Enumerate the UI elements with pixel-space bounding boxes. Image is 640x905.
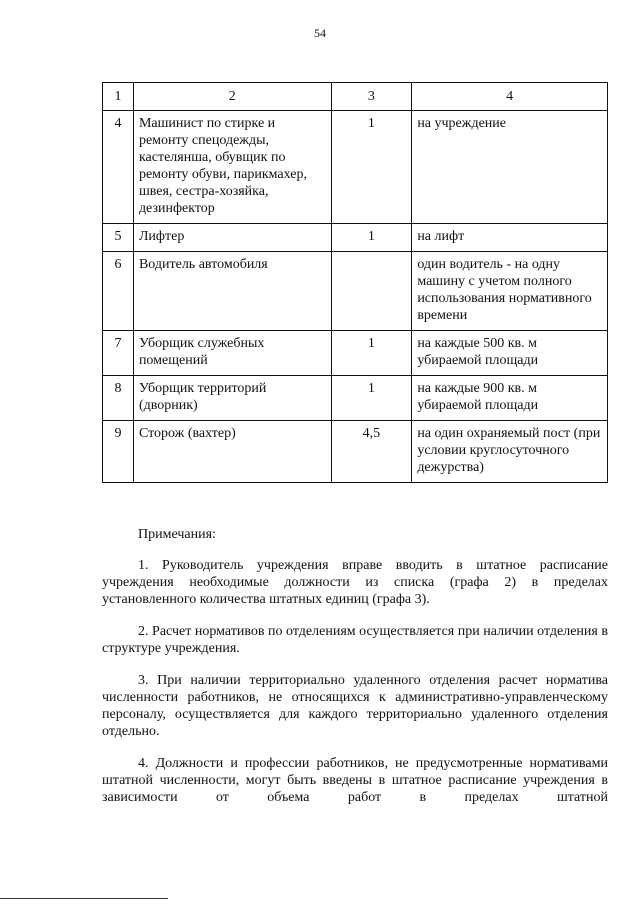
page-number: 54 <box>314 26 326 40</box>
units-cell: 1 <box>331 111 412 224</box>
notes-title: Примечания: <box>138 527 216 542</box>
notes-section <box>102 526 608 821</box>
row-number: 6 <box>103 252 134 331</box>
row-number: 8 <box>103 376 134 421</box>
position-cell: Сторож (вахтер) <box>133 421 331 483</box>
row-number: 7 <box>103 331 134 376</box>
header-cell-2: 2 <box>133 83 331 111</box>
footer-divider <box>0 898 168 899</box>
table-row <box>103 331 608 376</box>
note-paragraph: 1. Руководитель учреждения вправе вводить в штатное расписание учреждения необходимые должности из списка (графа 2) в пределах установленного количества штатных единиц (графа 3). <box>102 558 608 607</box>
table-row <box>103 224 608 252</box>
basis-cell: на лифт <box>412 224 608 252</box>
table-row <box>103 252 608 331</box>
position-cell: Машинист по стирке и ремонту спецодежды, кастелянша, обувщик по ремонту обуви, парикмахер, швея, сестра-хозяйка, дезинфектор <box>133 111 331 224</box>
row-number: 9 <box>103 421 134 483</box>
units-cell: 1 <box>331 376 412 421</box>
table-row <box>103 111 608 224</box>
units-cell: 1 <box>331 224 412 252</box>
basis-cell: на каждые 900 кв. м убираемой площади <box>412 376 608 421</box>
row-number: 5 <box>103 224 134 252</box>
staffing-table <box>102 82 608 483</box>
units-cell: 4,5 <box>331 421 412 483</box>
table-row <box>103 421 608 483</box>
basis-cell: один водитель - на одну машину с учетом полного использования нормативного времени <box>412 252 608 331</box>
position-cell: Водитель автомобиля <box>133 252 331 331</box>
basis-cell: на один охраняемый пост (при условии круглосуточного дежурства) <box>412 421 608 483</box>
header-cell-3: 3 <box>331 83 412 111</box>
row-number: 4 <box>103 111 134 224</box>
note-paragraph: 4. Должности и профессии работников, не предусмотренные нормативами штатной численности, могут быть введены в штатное расписание учреждения в зависимости от объема работ в пределах штатной <box>102 756 608 805</box>
table-header-row <box>103 83 608 111</box>
units-cell <box>331 252 412 331</box>
units-cell: 1 <box>331 331 412 376</box>
note-paragraph: 3. При наличии территориально удаленного отделения расчет норматива численности работников, не относящихся к административно-управленческому персоналу, осуществляется для каждого территориально удаленного отделения отдельно. <box>102 673 608 739</box>
header-cell-4: 4 <box>412 83 608 111</box>
position-cell: Уборщик территорий (дворник) <box>133 376 331 421</box>
note-paragraph: 2. Расчет нормативов по отделениям осуществляется при наличии отделения в структуре учреждения. <box>102 624 608 656</box>
position-cell: Уборщик служебных помещений <box>133 331 331 376</box>
basis-cell: на каждые 500 кв. м убираемой площади <box>412 331 608 376</box>
position-cell: Лифтер <box>133 224 331 252</box>
header-cell-1: 1 <box>103 83 134 111</box>
table-row <box>103 376 608 421</box>
basis-cell: на учреждение <box>412 111 608 224</box>
